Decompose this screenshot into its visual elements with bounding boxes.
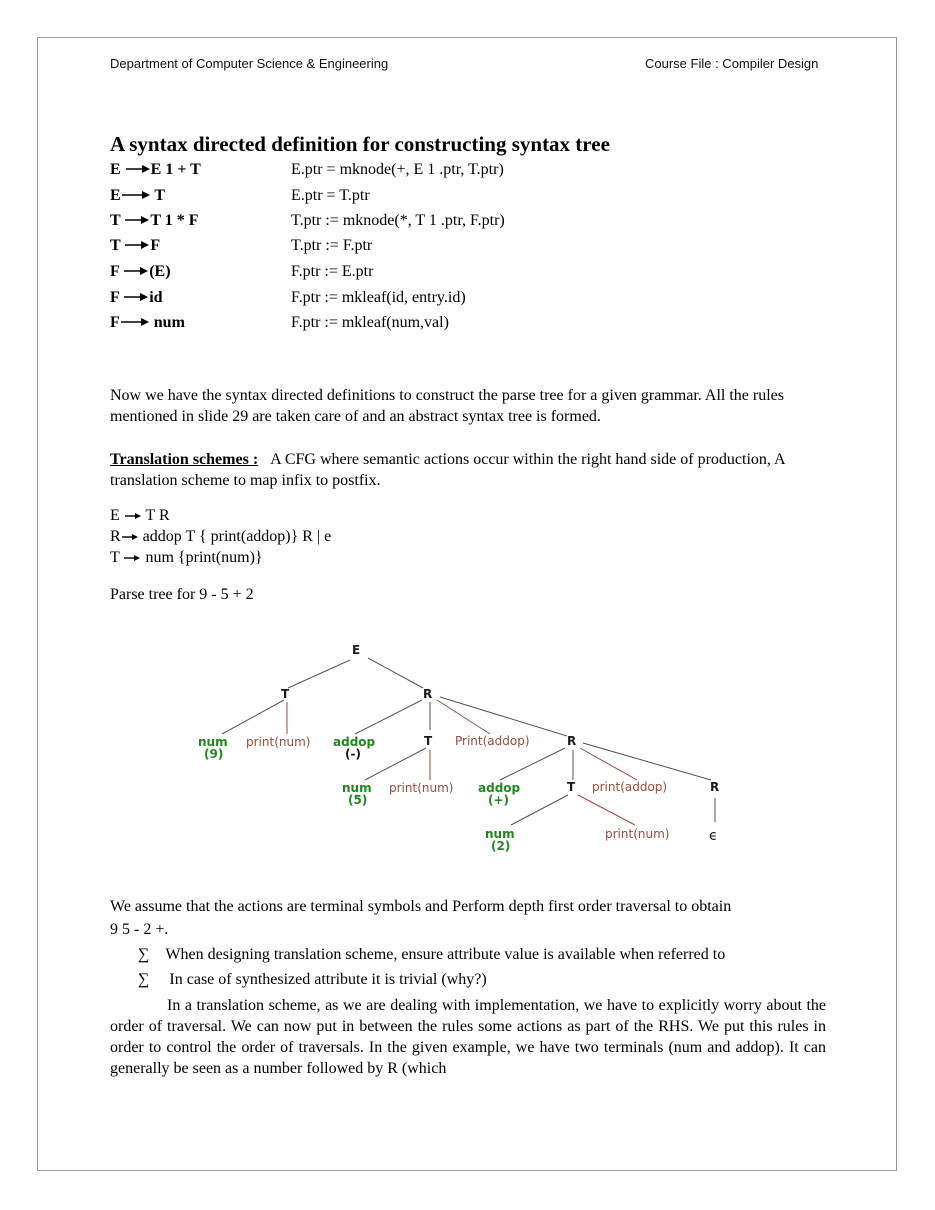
tree-node-t: T — [281, 687, 290, 701]
rule-body: F — [150, 237, 161, 254]
rule-head: F — [110, 289, 120, 306]
tree-node-r: R — [710, 780, 720, 794]
tree-action-print-addop: Print(addop) — [455, 734, 530, 748]
arrow-icon — [124, 263, 148, 281]
tree-node-root: E — [352, 643, 361, 657]
bullet-text: In case of synthesized attribute it is trivial (why?) — [169, 971, 487, 988]
tree-edge — [440, 697, 567, 736]
rule-head: E — [110, 161, 121, 178]
bullet-text: When designing translation scheme, ensure attribute value is available when referred to — [165, 946, 726, 963]
tree-action-print-addop: print(addop) — [592, 780, 668, 794]
rule-body: E 1 + T — [150, 161, 201, 178]
grammar-body: T R — [145, 507, 170, 524]
tree-action-print-num: print(num) — [605, 827, 670, 841]
translation-schemes-paragraph — [110, 449, 826, 491]
tree-node-r: R — [423, 687, 433, 701]
traversal-result: 9 5 - 2 +. — [110, 921, 169, 938]
tree-node-r: R — [567, 734, 577, 748]
parse-tree-diagram — [190, 630, 750, 860]
header-department: Department of Computer Science & Engineering — [110, 56, 389, 71]
rule-body: id — [149, 289, 163, 306]
rule-head: T — [110, 237, 121, 254]
rule-head: F — [110, 263, 120, 280]
tree-action-print-num: print(num) — [246, 735, 311, 749]
arrow-icon — [125, 212, 149, 230]
sigma-bullet-icon: ∑ — [138, 971, 150, 988]
parse-tree-caption: Parse tree for 9 - 5 + 2 — [110, 586, 254, 603]
translation-text: A CFG where semantic actions occur within the right hand side of production, A translation scheme to map infix to postfix. — [110, 451, 785, 489]
tree-leaf-value: (2) — [491, 839, 511, 853]
traversal-line: We assume that the actions are terminal symbols and Perform depth first order traversal to obtain — [110, 898, 732, 915]
grammar-head: T — [110, 549, 120, 566]
translation-heading: Translation schemes : — [110, 451, 259, 468]
arrow-icon — [121, 314, 149, 332]
tree-edge — [365, 748, 426, 780]
tree-edge — [368, 658, 423, 688]
arrow-icon — [122, 528, 138, 546]
rule-action: E.ptr = mknode(+, E 1 .ptr, T.ptr) — [291, 161, 504, 178]
sigma-bullet-icon: ∑ — [138, 946, 150, 963]
tree-edge — [583, 743, 711, 780]
tree-edge — [500, 748, 565, 780]
paragraph-order-of-traversal: In a translation scheme, as we are dealing with implementation, we have to explicitly worry about the order of traversal. We can now put in between the rules some actions as part of the RHS. We put this rules in order to control the order of traversals. In the given example, we have two terminals (num and addop). It can generally be seen as a number followed by R (which — [110, 997, 826, 1077]
grammar-body: addop T { print(addop)} R | e — [142, 528, 332, 545]
rule-body: (E) — [149, 263, 171, 280]
arrow-icon — [125, 237, 149, 255]
grammar-head: R — [110, 528, 121, 545]
section-title: A syntax directed definition for constructing syntax tree — [110, 132, 610, 156]
tree-edge — [222, 700, 284, 734]
tree-leaf-num: num — [198, 735, 228, 749]
grammar-head: E — [110, 507, 120, 524]
paragraph-intro: Now we have the syntax directed definitions to construct the parse tree for a given grammar. All the rules mentioned in slide 29 are taken care of and an abstract syntax tree is formed. — [110, 387, 785, 425]
arrow-icon — [125, 507, 141, 525]
grammar-body: num {print(num)} — [145, 549, 263, 566]
tree-node-t: T — [424, 734, 433, 748]
tree-leaf-num: num — [342, 781, 372, 795]
arrow-icon — [124, 549, 140, 567]
arrow-icon — [126, 161, 150, 179]
grammar-rule — [110, 507, 170, 525]
rule-body: T 1 * F — [150, 212, 199, 229]
rule-head: E — [110, 187, 121, 204]
tree-leaf-num: num — [485, 827, 515, 841]
tree-leaf-value: (-) — [345, 747, 361, 761]
rule-action: T.ptr := F.ptr — [291, 237, 373, 254]
tree-leaf-addop: addop — [478, 781, 521, 795]
tree-edge — [580, 748, 637, 780]
arrow-icon — [124, 289, 148, 307]
tree-node-t: T — [567, 780, 576, 794]
tree-edge — [578, 795, 635, 825]
tree-edge — [288, 660, 350, 688]
rule-head: F — [110, 314, 120, 331]
tree-action-print-num: print(num) — [389, 781, 454, 795]
rule-body: num — [153, 314, 185, 331]
tree-leaf-value: (5) — [348, 793, 368, 807]
rule-action: E.ptr = T.ptr — [291, 187, 370, 204]
tree-edge — [355, 700, 422, 734]
bullet-item — [138, 971, 487, 989]
tree-edge — [511, 795, 568, 825]
grammar-rule — [110, 549, 263, 567]
rule-action: F.ptr := E.ptr — [291, 263, 374, 280]
tree-leaf-value: (+) — [488, 793, 510, 807]
tree-edge — [437, 700, 490, 734]
tree-leaf-addop: addop — [333, 735, 376, 749]
rule-body: T — [154, 187, 166, 204]
bullet-item — [138, 946, 725, 964]
rule-action: T.ptr := mknode(*, T 1 .ptr, F.ptr) — [291, 212, 505, 229]
tree-leaf-epsilon: ϵ — [709, 828, 718, 844]
paragraph-traversal — [110, 896, 826, 940]
tree-leaf-value: (9) — [204, 747, 224, 761]
rule-action: F.ptr := mkleaf(num,val) — [291, 314, 449, 331]
rule-head: T — [110, 212, 121, 229]
arrow-icon — [122, 187, 150, 205]
grammar-rule — [110, 528, 331, 546]
header-course: Course File : Compiler Design — [645, 56, 819, 71]
rule-action: F.ptr := mkleaf(id, entry.id) — [291, 289, 466, 306]
